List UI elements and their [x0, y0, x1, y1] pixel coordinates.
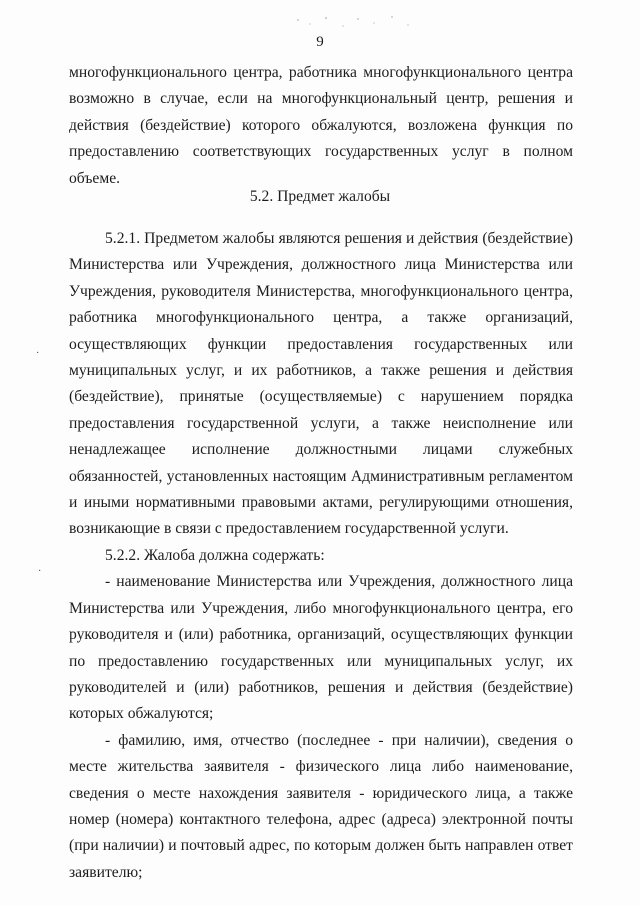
- scan-noise: [288, 14, 428, 34]
- list-item-applicant: - фамилию, имя, отчество (последнее - при наличии), сведения о месте жительства заявителя - физического лица либо наименование, сведения о месте нахождения заявителя - юридического лица, а также номер (номера) контактного телефона, адрес (адреса) электронной почты (при наличии) и почтовый адрес, по которым должен быть направлен ответ заявителю;: [69, 731, 573, 881]
- section-body: [69, 226, 573, 886]
- margin-mark: ·: [38, 566, 42, 577]
- paragraph-5-2-1: 5.2.1. Предметом жалобы являются решения и действия (бездействие) Министерства или Учреждения, должностного лица Министерства или Учреждения, руководителя Министерства, многофункционального центра, работника многофункционального центра, а также организаций, осуществляющих функции предоставления государственных или муниципальных услуг, и их работников, а также решения и действия (бездействие), принятые (осуществляемые) с нарушением порядка предоставления государственной услуги, а также неисполнение или ненадлежащее исполнение должностными лицами служебных обязанностей, установленных настоящим Административным регламентом и иными нормативными правовыми актами, регулирующими отношения, возникающие в связи с предоставлением государственной услуги.: [69, 230, 573, 538]
- page-number: 9: [316, 34, 324, 50]
- continuation-paragraph: [69, 60, 573, 192]
- list-item-name: - наименование Министерства или Учреждения, должностного лица Министерства или Учреждения, либо многофункционального центра, его руководителя и (или) работника, организаций, осуществляющих функции по предоставлению государственных или муниципальных услуг, их руководителей и (или) работников, решения и действия (бездействие) которых обжалуются;: [69, 573, 573, 723]
- continuation-text: многофункционального центра, работника многофункционального центра возможно в случае, если на многофункциональный центр, решения и действия (бездействие) которого обжалуются, возложена функция по предоставлению соответствующих государственных услуг в полном объеме.: [69, 64, 573, 187]
- paragraph-5-2-2: 5.2.2. Жалоба должна содержать:: [105, 546, 325, 564]
- section-heading: 5.2. Предмет жалобы: [249, 188, 391, 205]
- margin-mark: ·: [36, 348, 40, 359]
